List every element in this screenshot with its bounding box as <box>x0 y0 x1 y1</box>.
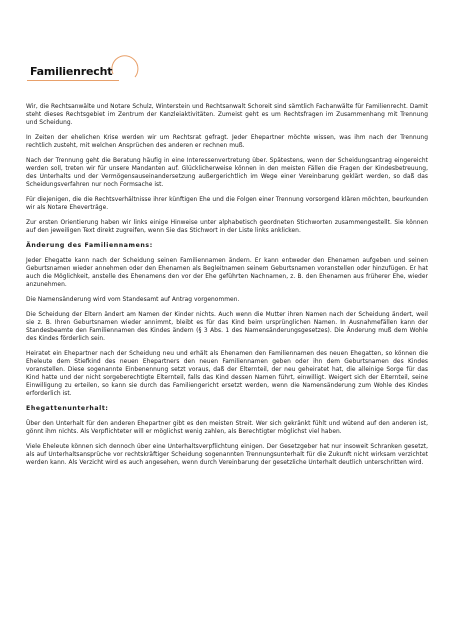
paragraph-support-dispute: Über den Unterhalt für den anderen Ehepartner gibt es den meisten Streit. Wer sich gekränkt fühlt und wütend auf den anderen ist, gönnt ihm nichts. Als Verpflichteter will er möglichst wenig zahlen, als Berechtigter möglichst viel haben. <box>26 421 428 435</box>
header-underline <box>27 80 119 81</box>
header-arc-decoration <box>111 50 141 80</box>
page-header <box>27 52 447 86</box>
article-body <box>26 103 428 474</box>
page-title: Familienrecht <box>30 65 113 78</box>
section-heading-spousal-support: Ehegattenunterhalt: <box>26 405 109 412</box>
paragraph-registry-office: Die Namensänderung wird vom Standesamt auf Antrag vorgenommen. <box>26 297 240 303</box>
paragraph-orientation: Zur ersten Orientierung haben wir links einige Hinweise unter alphabetisch geordneten Stichworten zusammengestellt. Sie können auf den jeweiligen Text direkt zugreifen, wenn Sie das Stichwort in der Liste links anklicken. <box>26 220 428 234</box>
paragraph-separation: Nach der Trennung geht die Beratung häufig in eine Interessenvertretung über. Spätestens, wenn der Scheidungsantrag eingereicht werden soll, treten wir für unsere Mandanten auf. Glücklicherweise können in den meisten Fällen die Fragen der Kindesbetreuung, des Unterhalts und der Vermögensauseinandersetzung außergerichtlich im Wege einer Vereinbarung geklärt werden, so daß das Scheidungsverfahren nur noch Formsache ist. <box>26 158 428 188</box>
paragraph-einbenennung: Heiratet ein Ehepartner nach der Scheidung neu und erhält als Ehenamen den Familiennamen des neuen Ehegatten, so können die Eheleute dem Stiefkind des neuen Ehepartners den neuen Familiennamen geben oder ihn dem Geburtsnamen des Kindes voranstellen. Diese sogenannte Einbenennung setzt voraus, daß der Elternteil, der neu geheiratet hat, die alleinige Sorge für das Kind hatte und der nicht sorgeberechtigte Elternteil, falls das Kind dessen Namen führt, einwilligt. Weigert sich der Elternteil, seine Einwilligung zu erteilen, so kann sie durch das Familiengericht ersetzt werden, wenn die Namensänderung zum Wohle des Kindes erforderlich ist. <box>26 351 428 397</box>
paragraph-name-change: Jeder Ehegatte kann nach der Scheidung seinen Familiennamen ändern. Er kann entweder den Ehenamen aufgeben und seinen Geburtsnamen wieder annehmen oder den Ehenamen als Begleitnamen seinem Geburtsnamen voranstellen oder hinzufügen. Er hat auch die Möglichkeit, anstelle des Ehenamens den vor der Ehe geführten Nachnamen, z. B. den Ehenamen aus früherer Ehe, wieder anzunehmen. <box>26 258 428 288</box>
paragraph-intro: Wir, die Rechtsanwälte und Notare Schulz, Winterstein und Rechtsanwalt Schoreit sind sämtlich Fachanwälte für Familienrecht. Damit steht dieses Rechtsgebiet im Zentrum der Kanzleiaktivitäten. Zumeist geht es um Rechtsfragen im Zusammenhang mit Trennung und Scheidung. <box>26 104 428 126</box>
paragraph-marriage-contracts: Für diejenigen, die die Rechtsverhältnisse ihrer künftigen Ehe und die Folgen einer Trennung vorsorgend klären möchten, beurkunden wir als Notare Eheverträge. <box>26 197 428 211</box>
paragraph-children-name: Die Scheidung der Eltern ändert am Namen der Kinder nichts. Auch wenn die Mutter ihren Namen nach der Scheidung ändert, weil sie z. B. Ihren Geburtsnamen wieder annimmt, bleibt es für das Kind beim ursprünglichen Namen. In Ausnahmefällen kann der Standesbeamte den Familiennamen des Kindes ändern (§ 3 Abs. 1 des Namensänderungsgesetzes). Die Änderung muß dem Wohle des Kindes förderlich sein. <box>26 312 428 342</box>
paragraph-crisis: In Zeiten der ehelichen Krise werden wir um Rechtsrat gefragt. Jeder Ehepartner möchte wissen, was ihm nach der Trennung rechtlich zusteht, mit welchen Ansprüchen des anderen er rechnen muß. <box>26 135 428 149</box>
section-heading-name-change: Änderung des Familiennamens: <box>26 242 153 249</box>
paragraph-support-agreement: Viele Eheleute können sich dennoch über eine Unterhaltsverpflichtung einigen. Der Gesetzgeber hat nur insoweit Schranken gesetzt, als auf Unterhaltsansprüche vor rechtskräftiger Scheidung sogenannten Trennungsunterhalt für die Zukunft nicht wirksam verzichtet werden kann. Als Verzicht wird es auch angesehen, wenn durch Vereinbarung der gesetzliche Unterhalt deutlich unterschritten wird. <box>26 444 428 466</box>
